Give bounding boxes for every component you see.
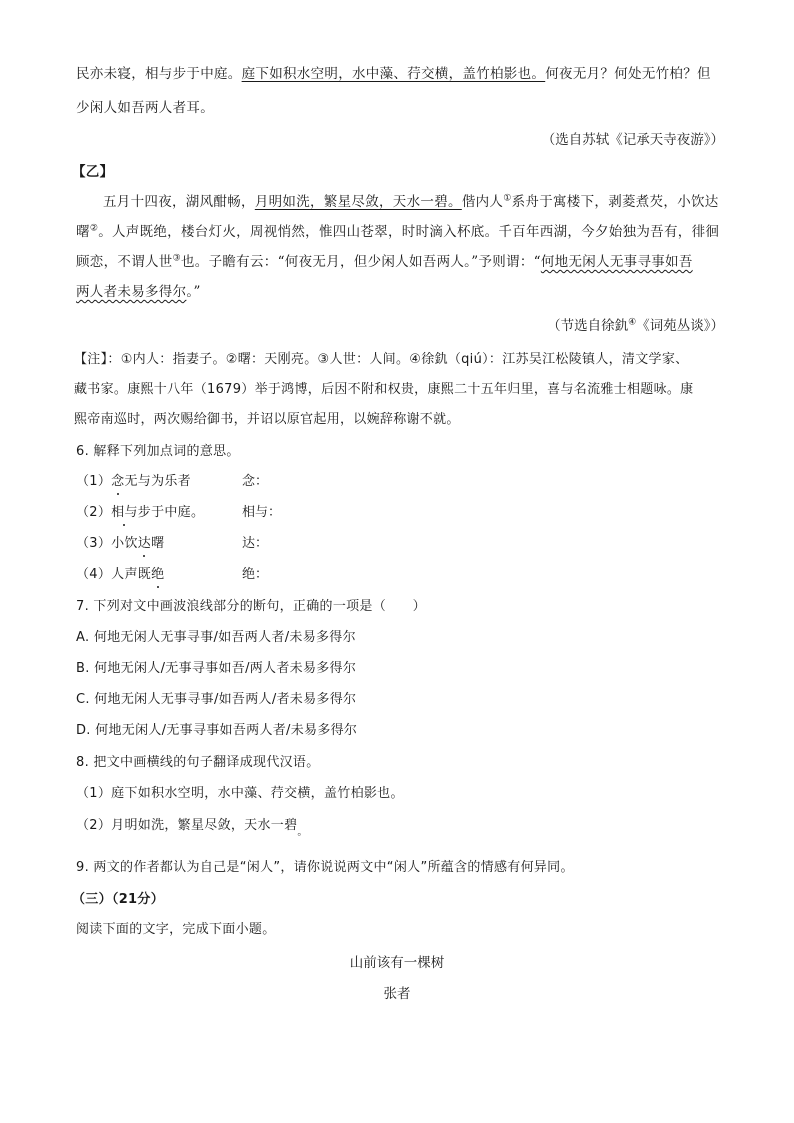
text-segment: （2）月明如洗，繁星尽敛，天水一碧 xyxy=(76,818,298,833)
question-7-option-b[interactable]: B. 何地无闲人/无事寻事如吾/两人者未易多得尔 xyxy=(76,661,357,676)
footnote-marker: ③ xyxy=(172,253,181,264)
question-6-stem: 6. 解释下列加点词的意思。 xyxy=(76,444,240,459)
section-3-instruction: 阅读下面的文字，完成下面小题。 xyxy=(76,922,276,937)
question-8-stem: 8. 把文中画横线的句子翻译成现代汉语。 xyxy=(76,755,320,770)
question-6-answer-3[interactable]: 达： xyxy=(242,536,269,551)
question-6-item-1 xyxy=(76,472,191,492)
footnote-marker: ④ xyxy=(628,317,637,328)
passage-yi-heading: 【乙】 xyxy=(72,164,114,180)
dotted-word: 相与 xyxy=(111,503,138,523)
item-prefix: （3）小饮 xyxy=(76,536,138,551)
item-text: 步于中庭。 xyxy=(137,505,205,520)
question-7-option-d[interactable]: D. 何地无闲人/无事寻事如吾两人者/未易多得尔 xyxy=(76,723,358,738)
question-7-option-a[interactable]: A. 何地无闲人无事寻事/如吾两人者/未易多得尔 xyxy=(76,630,356,645)
article-author: 张者 xyxy=(383,986,411,1002)
question-6-item-2 xyxy=(76,503,204,523)
item-prefix: （1） xyxy=(76,474,112,489)
passage-yi-line-1 xyxy=(103,192,719,212)
underlined-sentence: 月明如洗，繁星尽敛，天水一碧。 xyxy=(254,194,462,210)
question-6-item-4 xyxy=(76,565,164,585)
question-6-answer-4[interactable]: 绝： xyxy=(242,567,269,582)
passage-yi-line-3 xyxy=(76,252,693,272)
wavy-underlined-text: 何地无闲人无事寻事如吾 xyxy=(540,254,693,270)
item-prefix: （2） xyxy=(76,505,112,520)
notes-line-1: 【注】：①内人：指妻子。②曙：天刚亮。③人世：人间。④徐釚（qiú）：江苏吴江松陵镇人，清文学家、 xyxy=(74,352,689,367)
text-segment: 系舟于寓楼下，剥菱煮芡，小饮达 xyxy=(511,194,719,210)
question-8-sentence-1: （1）庭下如积水空明，水中藻、荇交横，盖竹柏影也。 xyxy=(76,786,404,801)
text-segment: 五月十四夜，湖风酣畅， xyxy=(103,194,255,210)
question-6-answer-1[interactable]: 念： xyxy=(242,474,269,489)
dotted-word: 绝 xyxy=(151,565,164,585)
underlined-sentence: 庭下如积水空明，水中藻、荇交横，盖竹柏影也。 xyxy=(241,66,546,82)
text-segment: 曙 xyxy=(76,224,90,240)
item-text: 无与为乐者 xyxy=(124,474,191,489)
passage-yi-line-2 xyxy=(76,222,719,242)
question-7-stem: 7. 下列对文中画波浪线部分的断句，正确的一项是（ ） xyxy=(76,599,426,614)
section-3-heading: （三）（21分） xyxy=(72,892,164,907)
text-segment: 民亦未寝，相与步于中庭。 xyxy=(76,66,242,82)
question-6-item-3 xyxy=(76,534,164,554)
question-6-answer-2[interactable]: 相与： xyxy=(242,505,282,520)
article-title: 山前该有一棵树 xyxy=(349,955,445,971)
notes-line-3: 熙帝南巡时，两次赐给御书，并诏以原官起用，以婉辞称谢不就。 xyxy=(74,412,460,427)
footnote-marker: ① xyxy=(503,193,512,204)
footnote-marker: ② xyxy=(89,223,99,234)
text-segment: 《词苑丛谈》） xyxy=(636,318,724,334)
notes-line-2: 藏书家。康熙十八年（1679）举于鸿博，后因不附和权贵，康熙二十五年归里，喜与名流雅士相题咏。康 xyxy=(74,382,694,397)
question-7-option-c[interactable]: C. 何地无闲人无事寻事/如吾两人/者未易多得尔 xyxy=(76,692,357,707)
text-segment: 也。子瞻有云：“何夜无月，但少闲人如吾两人。”予则谓：“ xyxy=(180,254,541,270)
passage-yi-source xyxy=(547,316,724,336)
text-segment: 顾恋，不谓人世 xyxy=(76,254,173,270)
text-segment: 。 xyxy=(297,827,308,838)
dotted-word: 念 xyxy=(111,472,124,492)
question-9-stem: 9. 两文的作者都认为自己是“闲人”，请你说说两文中“闲人”所蕴含的情感有何异同。 xyxy=(76,860,574,875)
passage-jia-line-1 xyxy=(76,64,711,84)
dotted-word: 达 xyxy=(138,534,151,554)
text-segment: （节选自徐釚 xyxy=(547,318,629,334)
passage-yi-line-4 xyxy=(76,282,201,302)
text-segment: 何夜无月？何处无竹柏？但 xyxy=(545,66,711,82)
item-prefix: （4）人声既 xyxy=(76,567,152,582)
item-text: 曙 xyxy=(151,536,165,551)
text-segment: 。” xyxy=(186,284,201,300)
question-8-sentence-2 xyxy=(76,816,308,837)
wavy-underlined-text: 两人者未易多得尔 xyxy=(76,284,187,300)
text-segment: 偕内人 xyxy=(461,194,504,210)
passage-jia-source: （选自苏轼《记承天寺夜游》） xyxy=(541,132,724,148)
passage-jia-line-2: 少闲人如吾两人者耳。 xyxy=(76,100,214,116)
text-segment: 。人声既绝，楼台灯火，周视悄然，惟四山苍翠，时时滴入杯底。千百年西湖，今夕始独为吾有，徘徊 xyxy=(98,224,720,240)
